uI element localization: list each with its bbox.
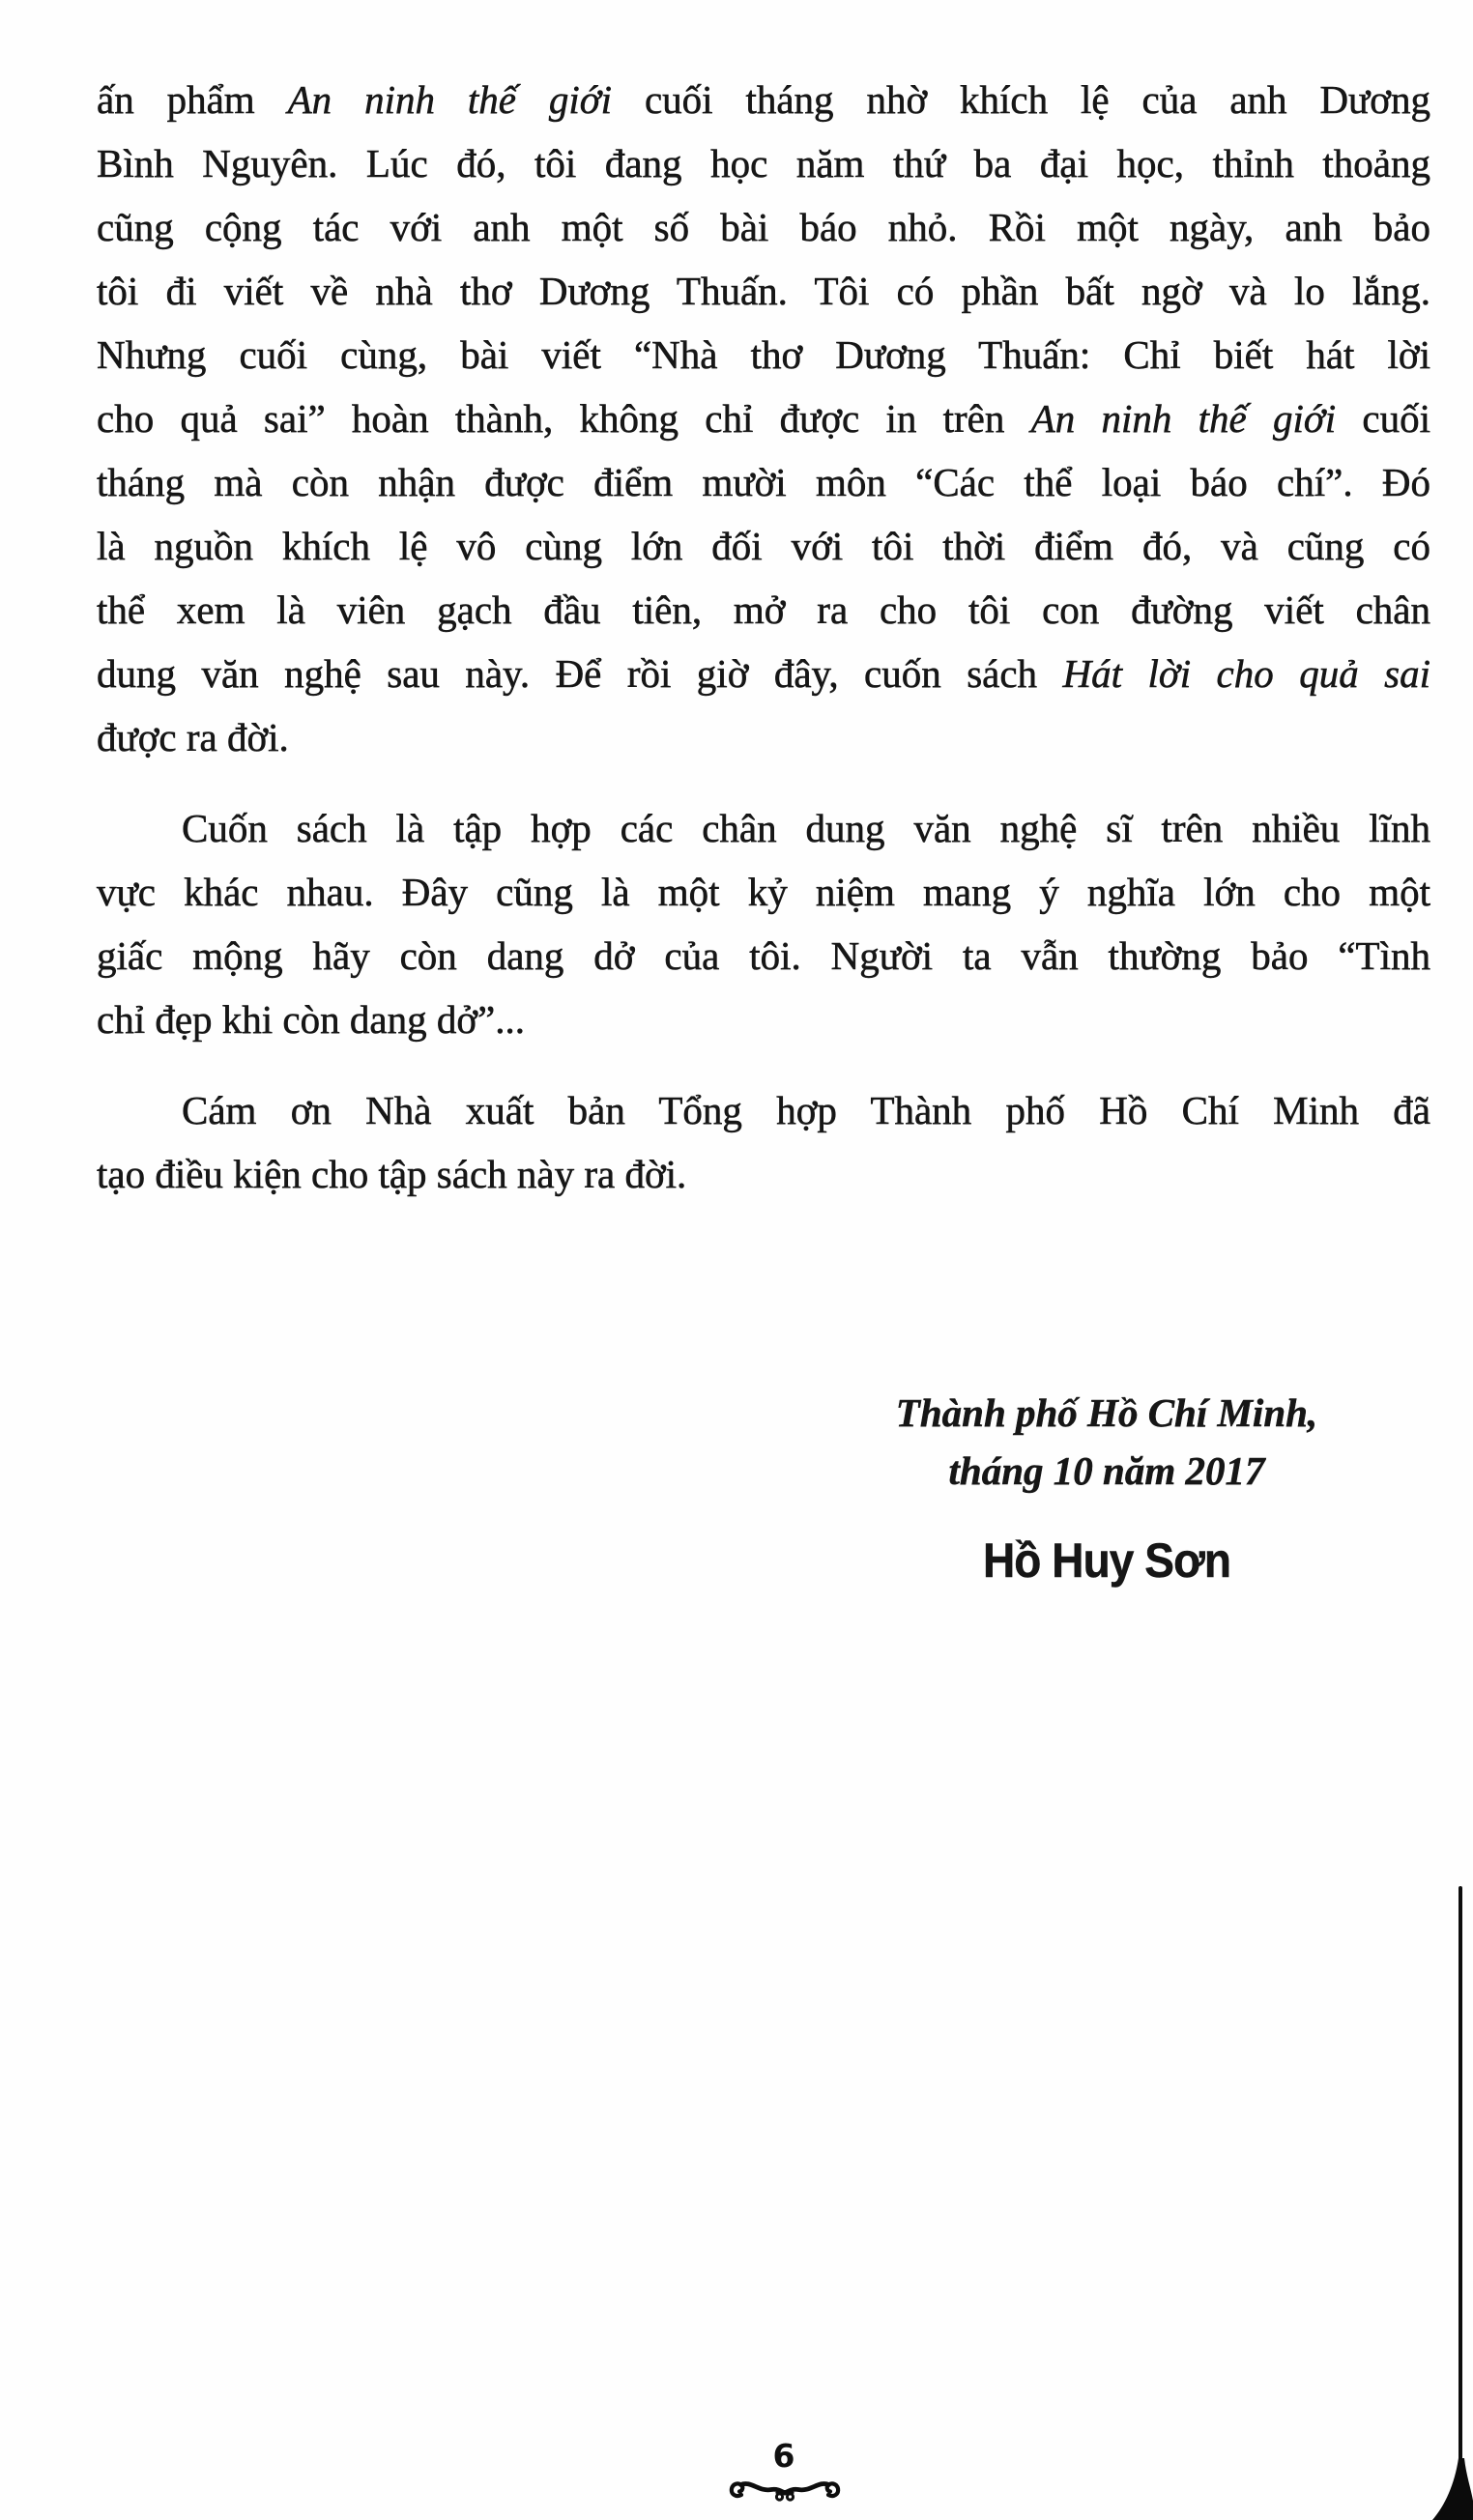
author-name: Hồ Huy Sơn — [982, 1533, 1231, 1588]
text-line — [97, 514, 1430, 578]
flourish-icon — [728, 2474, 842, 2505]
text-line — [97, 924, 1430, 988]
body-text — [97, 68, 1430, 1233]
text-segment: vực khác nhau. Đây cũng là một kỷ niệm mang ý nghĩa lớn cho một — [97, 870, 1430, 914]
signoff-place: Thành phố Hồ Chí Minh, — [895, 1390, 1318, 1435]
text-segment: được ra đời. — [97, 715, 289, 759]
text-line — [97, 1142, 1430, 1206]
text-segment: tôi đi viết về nhà thơ Dương Thuấn. Tôi có phần bất ngờ và lo lắng. — [97, 269, 1430, 313]
text-line — [97, 705, 1430, 769]
signature-block — [851, 1384, 1363, 1590]
text-segment: chỉ đẹp khi còn dang dở”... — [97, 997, 525, 1042]
text-line — [97, 387, 1430, 450]
text-line — [97, 578, 1430, 642]
paragraph — [97, 1078, 1430, 1206]
text-line — [97, 988, 1430, 1051]
text-line — [97, 68, 1430, 131]
italic-title-segment: Hát lời cho quả sai — [1062, 651, 1430, 696]
text-line — [97, 450, 1430, 514]
text-segment: dung văn nghệ sau này. Để rồi giờ đây, cuốn sách — [97, 651, 1063, 696]
text-segment: cuối tháng nhờ khích lệ của anh Dương — [612, 77, 1430, 122]
scan-corner-shadow — [1423, 2458, 1473, 2520]
paragraph — [97, 796, 1430, 1051]
text-segment: Cuốn sách là tập hợp các chân dung văn nghệ sĩ trên nhiều lĩnh — [182, 806, 1430, 850]
text-segment: tạo điều kiện cho tập sách này ra đời. — [97, 1152, 687, 1196]
italic-title-segment: An ninh thế giới — [1030, 396, 1337, 441]
text-line — [97, 860, 1430, 924]
text-segment: tháng mà còn nhận được điểm mười môn “Các thể loại báo chí”. Đó — [97, 460, 1430, 504]
text-segment: thể xem là viên gạch đầu tiên, mở ra cho tôi con đường viết chân — [97, 587, 1430, 632]
text-segment: cũng cộng tác với anh một số bài báo nhỏ. Rồi một ngày, anh bảo — [97, 205, 1430, 249]
text-segment: giấc mộng hãy còn dang dở của tôi. Người ta vẫn thường bảo “Tình — [97, 933, 1430, 978]
text-line — [97, 131, 1430, 195]
scan-edge-line — [1459, 1886, 1462, 2472]
text-line — [97, 796, 1430, 860]
page-number: 6 — [772, 2437, 795, 2475]
text-line — [97, 642, 1430, 705]
paragraph — [97, 68, 1430, 769]
text-line — [97, 323, 1430, 387]
italic-title-segment: An ninh thế giới — [287, 77, 613, 122]
text-segment: cuối — [1336, 396, 1430, 441]
text-segment: cho quả sai” hoàn thành, không chỉ được in trên — [97, 396, 1031, 441]
text-line — [97, 259, 1430, 323]
text-line — [97, 1078, 1430, 1142]
text-segment: Cám ơn Nhà xuất bản Tổng hợp Thành phố Hồ Chí Minh đã — [182, 1088, 1430, 1132]
text-line — [97, 195, 1430, 259]
text-segment: Bình Nguyên. Lúc đó, tôi đang học năm thứ ba đại học, thỉnh thoảng — [97, 141, 1430, 186]
signoff-date: tháng 10 năm 2017 — [948, 1448, 1265, 1493]
text-segment: Nhưng cuối cùng, bài viết “Nhà thơ Dương Thuấn: Chỉ biết hát lời — [97, 332, 1430, 377]
text-segment: ấn phẩm — [97, 77, 288, 122]
text-segment: là nguồn khích lệ vô cùng lớn đối với tôi thời điểm đó, và cũng có — [97, 524, 1430, 568]
